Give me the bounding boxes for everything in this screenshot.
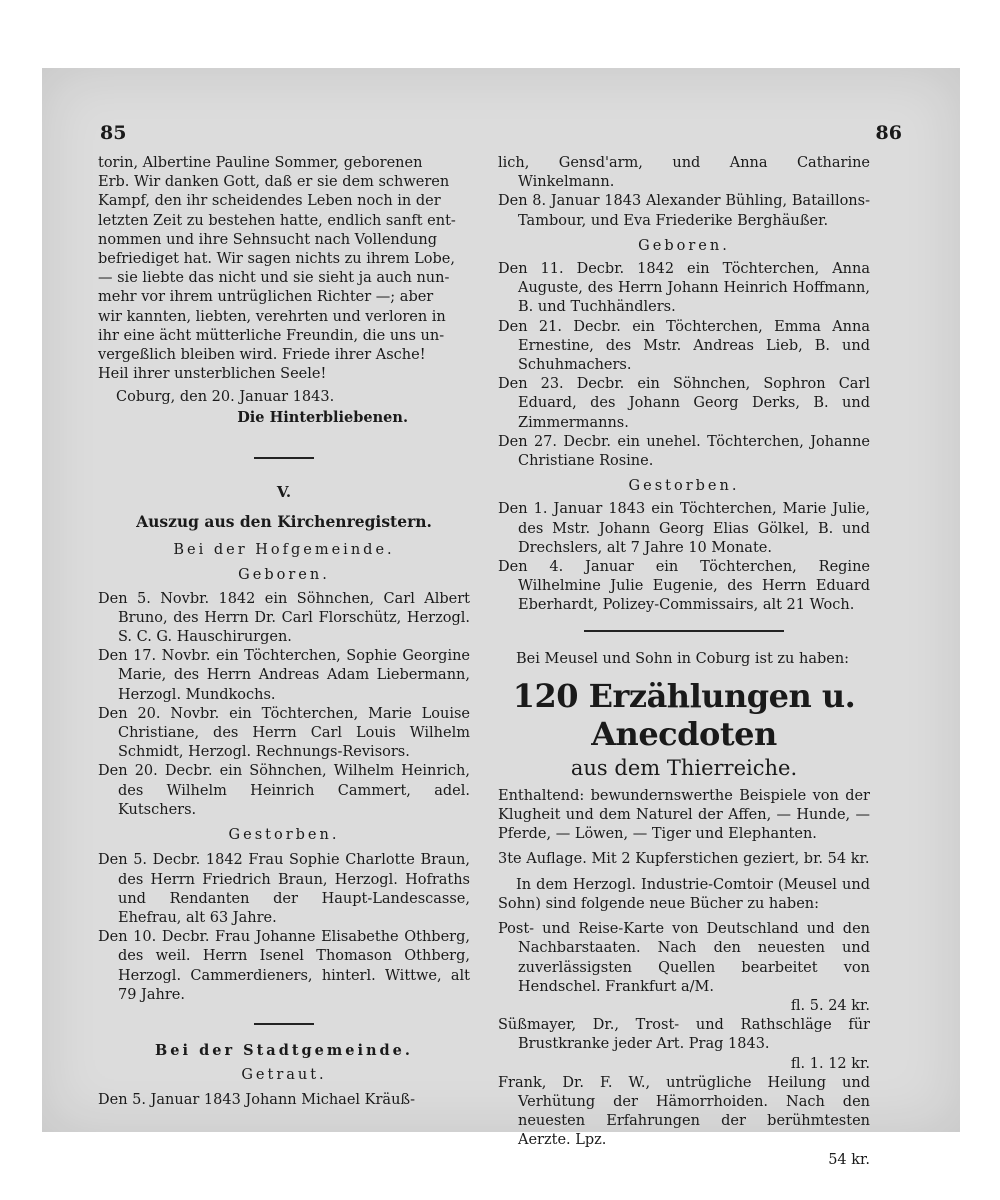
death-entry: Den 4. Januar ein Töchterchen, Regine Wilhelmine Julie Eugenie, des Herrn Eduard Eberhardt, Polizey-Commissairs, alt 21 Woch. [498,559,870,614]
book-entry-text: Süßmayer, Dr., Trost- und Rathschläge für Brustkranke jeder Art. Prag 1843. [498,1017,870,1053]
parish-heading-court: Bei der Hofgemeinde. [173,542,395,559]
death-entry: Den 5. Decbr. 1842 Frau Sophie Charlotte Braun, des Herrn Friedrich Braun, Herzogl. Hofraths und Rendanten der Haupt-Landescasse, Ehefrau, alt 63 Jahre. [98,852,470,926]
book-contents: Enthaltend: bewundernswerthe Beispiele von der Klugheit und dem Naturel der Affen, — Hunde, — Pferde, — Löwen, — Tiger und Elephanten. [498,787,870,843]
book-entry-text: Post- und Reise-Karte von Deutschland und den Nachbarstaaten. Nach den neuesten und zuverlässigsten Quellen bearbeitet von Hendschel. Frankfurt a/M. [498,921,870,995]
book-subtitle: aus dem Thierreiche. [570,755,798,780]
married-heading: Getraut. [241,1067,327,1084]
place-date: Coburg, den 20. Januar 1843. [116,389,335,406]
born-heading: Geboren. [638,237,730,254]
obituary-line: ihr eine ächt mütterliche Freundin, die uns un- [98,327,445,344]
birth-entry: Den 20. Novbr. ein Töchterchen, Marie Louise Christiane, des Herrn Carl Louis Wilhelm Schmidt, Herzogl. Rechnungs-Revisors. [98,705,470,761]
page-number-right: 86 [875,122,902,144]
obituary-line: — sie liebte das nicht und sie sieht ja auch nun- [98,270,450,287]
birth-entry: Den 23. Decbr. ein Söhnchen, Sophron Carl Eduard, des Johann Georg Derks, B. und Zimmermanns. [498,376,870,431]
right-column [498,154,870,1170]
section-number: V. [276,482,292,501]
died-heading: Gestorben. [628,478,740,495]
obituary-line: Kampf, den ihr scheidendes Leben noch in der [98,193,441,210]
book-price: 54 kr. [828,1151,870,1168]
advert-intro: Bei Meusel und Sohn in Coburg ist zu haben: [516,650,850,667]
parish-heading-city: Bei der Stadtgemeinde. [155,1041,413,1059]
death-entry: Den 10. Decbr. Frau Johanne Elisabethe Othberg, des weil. Herrn Isenel Thomason Othberg, Herzogl. Cammerdieners, hinterl. Wittwe, alt 79 Jahre. [98,929,470,1003]
born-heading: Geboren. [238,567,330,584]
obituary-line: mehr vor ihrem untrüglichen Richter —; aber [98,289,434,306]
book-title: 120 Erzählungen u. Anecdoten [512,676,856,753]
left-column [98,154,470,1111]
obituary-line: befriediget hat. Wir sagen nichts zu ihrem Lobe, [98,251,455,268]
obituary-line: torin, Albertine Pauline Sommer, geborenen [98,155,423,171]
marriage-entry: Den 5. Januar 1843 Johann Michael Kräuß- [98,1092,415,1109]
obituary-text [98,154,470,384]
birth-entry: Den 5. Novbr. 1842 ein Söhnchen, Carl Albert Bruno, des Herrn Dr. Carl Florschütz, Herzogl. S. C. G. Hauschirurgen. [98,590,470,646]
obituary-line: Erb. Wir danken Gott, daß er sie dem schweren [98,174,450,191]
scanned-page-spread [42,68,960,1168]
birth-entry: Den 17. Novbr. ein Töchterchen, Sophie Georgine Marie, des Herrn Andreas Adam Liebermann, Herzogl. Mundkochs. [98,648,470,703]
signature: Die Hinterbliebenen. [237,408,408,426]
died-heading: Gestorben. [228,827,340,844]
advert-divider [584,630,784,632]
book-price: fl. 1. 12 kr. [790,1055,870,1072]
book-listing [498,1074,870,1170]
book-listing [498,920,870,1016]
marriage-entry: Den 8. Januar 1843 Alexander Bühling, Bataillons-Tambour, und Eva Friederike Berghäußer. [498,193,870,229]
birth-entry: Den 20. Decbr. ein Söhnchen, Wilhelm Heinrich, des Wilhelm Heinrich Cammert, adel. Kutschers. [98,763,470,818]
death-entry: Den 1. Januar 1843 ein Töchterchen, Marie Julie, des Mstr. Johann Georg Elias Gölkel, B. und Drechslers, alt 7 Jahre 10 Monate. [498,501,870,556]
obituary-line: vergeßlich bleiben wird. Friede ihrer Asche! [98,347,426,364]
obituary-line: nommen und ihre Sehnsucht nach Vollendung [98,231,437,248]
book-entry-text: Frank, Dr. F. W., untrügliche Heilung und Verhütung der Hämorrhoiden. Nach den neuesten Erfahrungen der berühmtesten Aerzte. Lpz. [498,1074,870,1149]
marriage-entry-continuation: lich, Gensd'arm, und Anna Catharine Winkelmann. [498,155,870,191]
book-edition: 3te Auflage. Mit 2 Kupferstichen geziert, br. 54 kr. [498,851,870,868]
book-listing [498,1016,870,1074]
birth-entry: Den 21. Decbr. ein Töchterchen, Emma Anna Ernestine, des Mstr. Andreas Lieb, B. und Schuhmachers. [498,318,870,374]
section-title: Auszug aus den Kirchenregistern. [136,512,432,532]
section-divider [254,457,314,459]
obituary-line: Heil ihrer unsterblichen Seele! [98,366,327,383]
book-price: fl. 5. 24 kr. [790,997,870,1014]
comptoir-intro: In dem Herzogl. Industrie-Comtoir (Meusel und Sohn) sind folgende neue Bücher zu haben: [498,876,870,912]
birth-entry: Den 27. Decbr. ein unehel. Töchterchen, Johanne Christiane Rosine. [498,433,870,470]
obituary-line: wir kannten, liebten, verehrten und verloren in [98,308,446,325]
section-divider [254,1023,314,1025]
obituary-line: letzten Zeit zu bestehen hatte, endlich sanft ent- [98,212,456,229]
page-number-left: 85 [100,122,127,144]
birth-entry: Den 11. Decbr. 1842 ein Töchterchen, Anna Auguste, des Herrn Johann Heinrich Hoffmann, B. und Tuchhändlers. [498,261,870,316]
